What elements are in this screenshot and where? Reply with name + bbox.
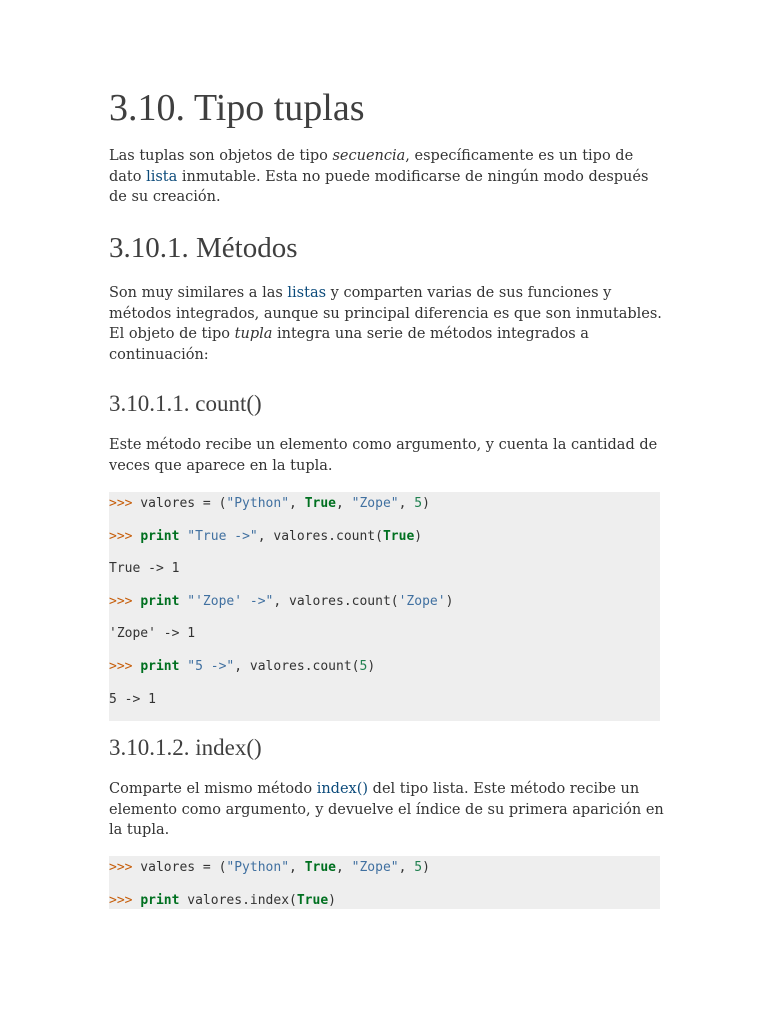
code-prompt: >>> (109, 658, 133, 674)
code-output-line: 'Zope' -> 1 (109, 626, 196, 642)
code-keyword: print (140, 528, 180, 544)
code-keyword: True (296, 892, 329, 908)
code-text: , (289, 860, 305, 875)
code-text: , valores.count( (273, 593, 399, 609)
code-string: "True ->" (187, 528, 258, 544)
metodos-emphasis: tupla (234, 326, 273, 342)
code-string: "Zope" (351, 860, 399, 875)
code-string: 'Zope' (398, 593, 446, 609)
code-text: valores = ( (132, 496, 227, 511)
index-text-2: del tipo lista. Este método recibe un elemento como argumento, y devuelve el índice de su primera aparición en la tupla. (109, 781, 664, 838)
section-heading-metodos: 3.10.1. Métodos (109, 232, 298, 264)
code-output-line: True -> 1 (109, 561, 180, 577)
code-text: , valores.count( (257, 528, 383, 544)
index-text-1: Comparte el mismo método (109, 781, 317, 797)
count-paragraph: Este método recibe un elemento como argumento, y cuenta la cantidad de veces que aparece en la tupla. (109, 437, 658, 474)
code-keyword: True (304, 496, 336, 511)
subsection-heading-index: 3.10.1.2. index() (109, 735, 262, 760)
metodos-text-2: y comparten varias de sus funciones y métodos integrados, aunque su principal diferencia es que son inmutables. El objeto de tipo (109, 285, 662, 342)
metodos-text-1: Son muy similares a las (109, 285, 288, 301)
code-text: , (289, 496, 305, 511)
intro-text-2: , específicamente es un tipo de dato (109, 148, 634, 185)
code-string: "5 ->" (187, 658, 235, 674)
code-keyword: True (304, 860, 336, 875)
count-code-block (109, 492, 660, 721)
code-prompt: >>> (109, 860, 133, 875)
code-string: "Python" (226, 860, 290, 875)
listas-link[interactable]: listas (287, 285, 327, 301)
code-prompt: >>> (109, 892, 133, 908)
code-line (109, 856, 660, 889)
index-link[interactable]: index() (316, 781, 369, 797)
code-number: 5 (359, 658, 368, 674)
code-keyword: print (140, 593, 180, 609)
code-prompt: >>> (109, 528, 133, 544)
code-prompt: >>> (109, 496, 133, 511)
code-text: ) (367, 658, 376, 674)
index-code-block (109, 856, 660, 909)
code-text: valores = ( (132, 860, 227, 875)
code-text: , (336, 860, 352, 875)
code-keyword: print (140, 658, 180, 674)
code-text: ) (422, 496, 430, 511)
code-text: ) (328, 892, 336, 908)
code-line (109, 655, 660, 688)
code-line (109, 492, 660, 525)
code-output-line: 5 -> 1 (109, 691, 156, 707)
code-prompt: >>> (109, 593, 133, 609)
code-text: , valores.count( (234, 658, 360, 674)
page-title: 3.10. Tipo tuplas (109, 87, 365, 129)
metodos-text-3: integra una serie de métodos integrados a continuación: (109, 326, 589, 363)
metodos-paragraph (109, 283, 669, 365)
intro-text-1: Las tuplas son objetos de tipo (109, 148, 333, 164)
code-text: , (398, 496, 415, 511)
code-line (109, 525, 660, 558)
intro-paragraph (109, 146, 669, 208)
intro-text-3: inmutable. Esta no puede modificarse de ningún modo después de su creación. (109, 168, 649, 205)
code-text: ) (422, 860, 430, 875)
code-string: "'Zope' ->" (187, 593, 274, 609)
code-text: , (398, 860, 415, 875)
code-keyword: True (382, 528, 415, 544)
code-string: "Zope" (351, 496, 399, 511)
code-keyword: print (140, 892, 180, 908)
code-line (109, 590, 660, 623)
code-text: , (336, 496, 352, 511)
code-text: ) (414, 528, 423, 544)
intro-emphasis: secuencia (332, 148, 406, 164)
code-text: ) (445, 593, 454, 609)
code-number: 5 (414, 860, 423, 875)
code-number: 5 (414, 496, 423, 511)
code-string: "Python" (226, 496, 290, 511)
index-paragraph (109, 779, 669, 841)
code-text: valores.index( (179, 892, 297, 908)
code-line (109, 889, 660, 911)
lista-link[interactable]: lista (146, 168, 178, 185)
subsection-heading-count: 3.10.1.1. count() (109, 391, 262, 416)
